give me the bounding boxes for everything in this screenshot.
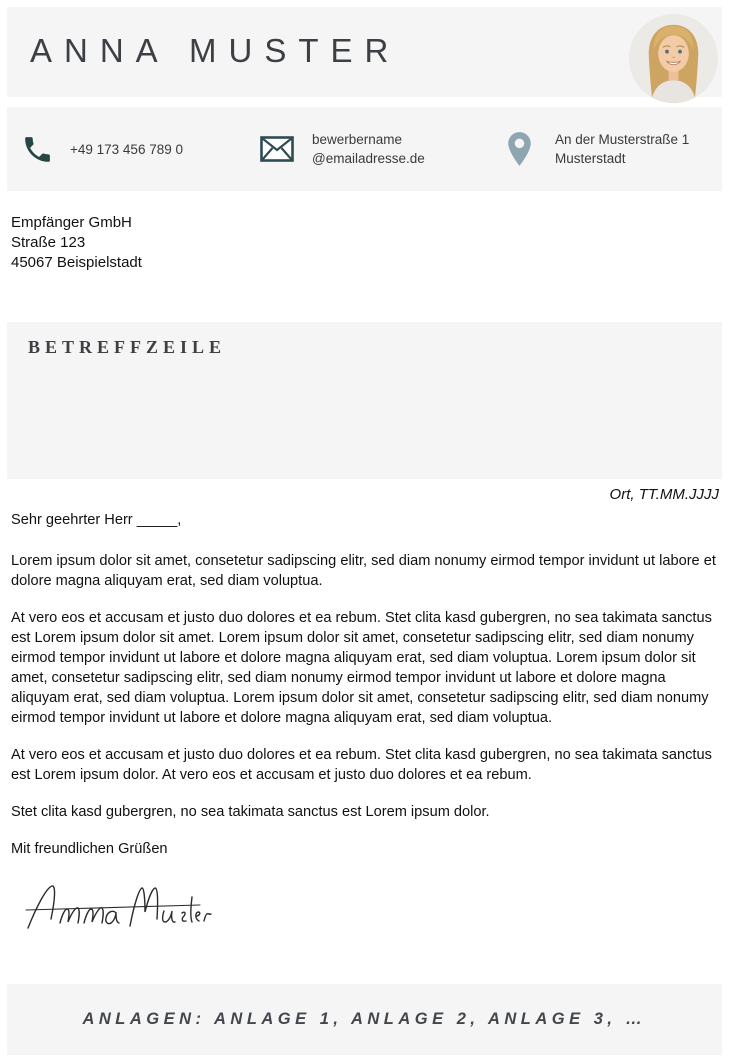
contact-address	[506, 107, 689, 191]
address-line2: Musterstadt	[555, 151, 626, 166]
signature-drawing	[18, 874, 214, 940]
phone-icon	[21, 133, 54, 166]
footer-band	[7, 984, 722, 1055]
recipient-company: Empfänger GmbH	[11, 214, 132, 231]
paragraph-3: At vero eos et accusam et justo duo dolores et ea rebum. Stet clita kasd gubergren, no sea takimata sanctus est Lorem ipsum dolor. At vero eos et accusam et justo duo dolores et ea rebum.	[11, 747, 712, 783]
subject-line: BETREFFZEILE	[28, 337, 227, 357]
postal-address	[555, 130, 689, 168]
letter-body	[11, 485, 719, 859]
contact-band	[7, 107, 722, 191]
signature	[18, 874, 214, 940]
email-line2: @emailadresse.de	[312, 151, 425, 166]
paragraph-2: At vero eos et accusam et justo duo dolores et ea rebum. Stet clita kasd gubergren, no sea takimata sanctus est Lorem ipsum dolor sit amet. Lorem ipsum dolor sit amet, consetetur sadipscing elitr, sed diam nonumy eirmod tempor invidunt ut labore et dolore magna aliquyam erat, sed diam voluptua. Lorem ipsum dolor sit amet, consetetur sadipscing elitr, sed diam nonumy eirmod tempor invidunt ut labore et dolore magna aliquyam erat, sed diam voluptua. Lorem ipsum dolor sit amet, consetetur sadipscing elitr, sed diam nonumy eirmod tempor invidunt ut labore et dolore magna aliquyam erat, sed diam voluptua.	[11, 610, 712, 726]
email-line1: bewerbername	[312, 132, 403, 147]
address-line1: An der Musterstraße 1	[555, 132, 690, 147]
paragraph-4: Stet clita kasd gubergren, no sea takimata sanctus est Lorem ipsum dolor.	[11, 804, 490, 820]
contact-phone	[21, 107, 183, 191]
location-pin-icon	[506, 131, 533, 167]
closing-phrase: Mit freundlichen Grüßen	[11, 841, 168, 857]
email-address	[312, 130, 425, 168]
applicant-name: ANNA MUSTER	[30, 32, 401, 70]
header-band	[7, 7, 722, 97]
paragraph-1: Lorem ipsum dolor sit amet, consetetur sadipscing elitr, sed diam nonumy eirmod tempor invidunt ut labore et dolore magna aliquyam erat, sed diam voluptua.	[11, 553, 716, 589]
attachments-line: ANLAGEN: ANLAGE 1, ANLAGE 2, ANLAGE 3, …	[82, 1010, 647, 1028]
profile-photo	[629, 14, 718, 103]
recipient-city: 45067 Beispielstadt	[11, 254, 142, 271]
contact-email	[260, 107, 425, 191]
recipient-address	[11, 213, 142, 273]
subject-box	[7, 322, 722, 479]
profile-photo-illustration	[629, 14, 718, 103]
date-line: Ort, TT.MM.JJJJ	[609, 486, 719, 503]
salutation: Sehr geehrter Herr _____,	[11, 512, 182, 528]
phone-number: +49 173 456 789 0	[70, 141, 183, 157]
mail-icon	[260, 136, 294, 162]
recipient-street: Straße 123	[11, 234, 86, 251]
